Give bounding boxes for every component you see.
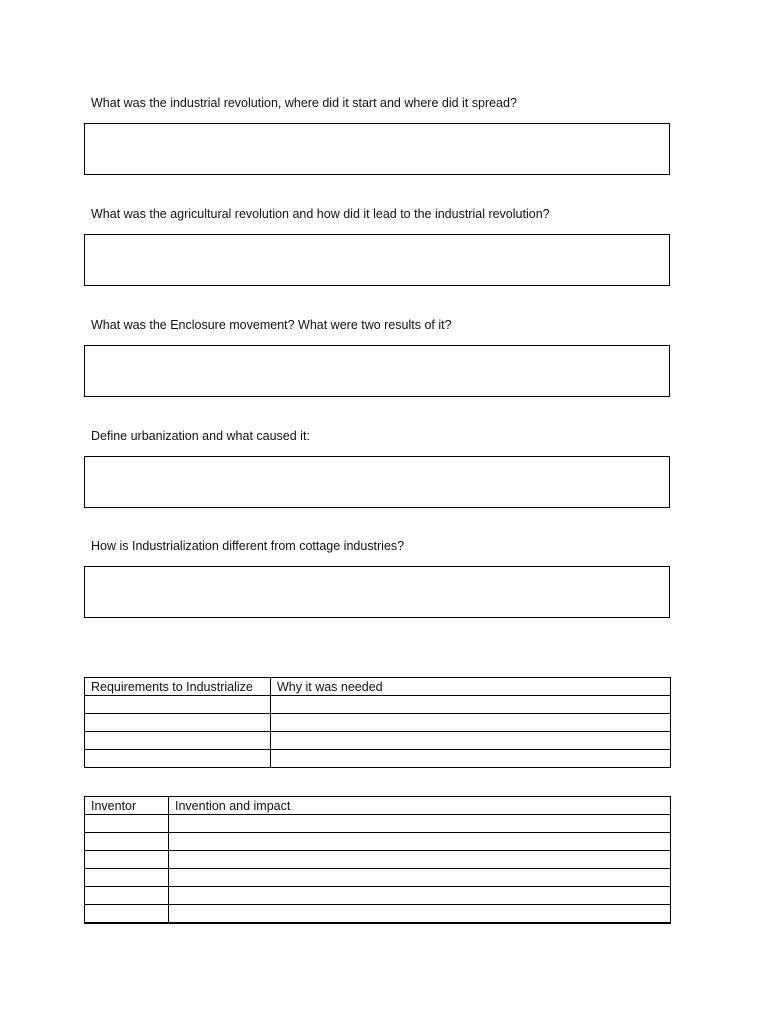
answer-box-3[interactable] xyxy=(84,345,670,397)
column-header-why-needed: Why it was needed xyxy=(271,678,671,696)
table-cell[interactable] xyxy=(169,815,671,833)
question-5: How is Industrialization different from cottage industries? xyxy=(91,539,405,553)
table-cell[interactable] xyxy=(85,815,169,833)
table-cell[interactable] xyxy=(85,714,271,732)
column-header-inventor: Inventor xyxy=(85,797,169,815)
table-row xyxy=(85,815,671,833)
table-row xyxy=(85,905,671,924)
question-3: What was the Enclosure movement? What were two results of it? xyxy=(91,318,452,332)
table-cell[interactable] xyxy=(85,869,169,887)
question-1: What was the industrial revolution, where did it start and where did it spread? xyxy=(91,96,517,110)
table-row xyxy=(85,869,671,887)
table-cell[interactable] xyxy=(271,696,671,714)
table-cell[interactable] xyxy=(271,750,671,768)
table-cell[interactable] xyxy=(169,887,671,905)
table-row xyxy=(85,732,671,750)
table-cell[interactable] xyxy=(271,732,671,750)
table-row xyxy=(85,714,671,732)
table-row xyxy=(85,851,671,869)
table-cell[interactable] xyxy=(85,833,169,851)
answer-box-2[interactable] xyxy=(84,234,670,286)
answer-box-1[interactable] xyxy=(84,123,670,175)
table-cell[interactable] xyxy=(169,851,671,869)
table-header-row xyxy=(85,678,671,696)
table-cell[interactable] xyxy=(169,833,671,851)
table-cell[interactable] xyxy=(85,905,169,924)
table-cell[interactable] xyxy=(85,750,271,768)
table-cell[interactable] xyxy=(169,905,671,924)
answer-box-5[interactable] xyxy=(84,566,670,618)
requirements-table xyxy=(84,677,671,768)
table-cell[interactable] xyxy=(85,696,271,714)
table-cell[interactable] xyxy=(85,887,169,905)
table-cell[interactable] xyxy=(85,851,169,869)
column-header-invention-impact: Invention and impact xyxy=(169,797,671,815)
question-4: Define urbanization and what caused it: xyxy=(91,429,310,443)
question-2: What was the agricultural revolution and how did it lead to the industrial revolution? xyxy=(91,207,550,221)
table-row xyxy=(85,887,671,905)
inventor-table xyxy=(84,796,671,924)
table-row xyxy=(85,750,671,768)
table-cell[interactable] xyxy=(169,869,671,887)
table-row xyxy=(85,696,671,714)
table-cell[interactable] xyxy=(85,732,271,750)
table-header-row xyxy=(85,797,671,815)
table-row xyxy=(85,833,671,851)
answer-box-4[interactable] xyxy=(84,456,670,508)
column-header-requirements: Requirements to Industrialize xyxy=(85,678,271,696)
table-cell[interactable] xyxy=(271,714,671,732)
